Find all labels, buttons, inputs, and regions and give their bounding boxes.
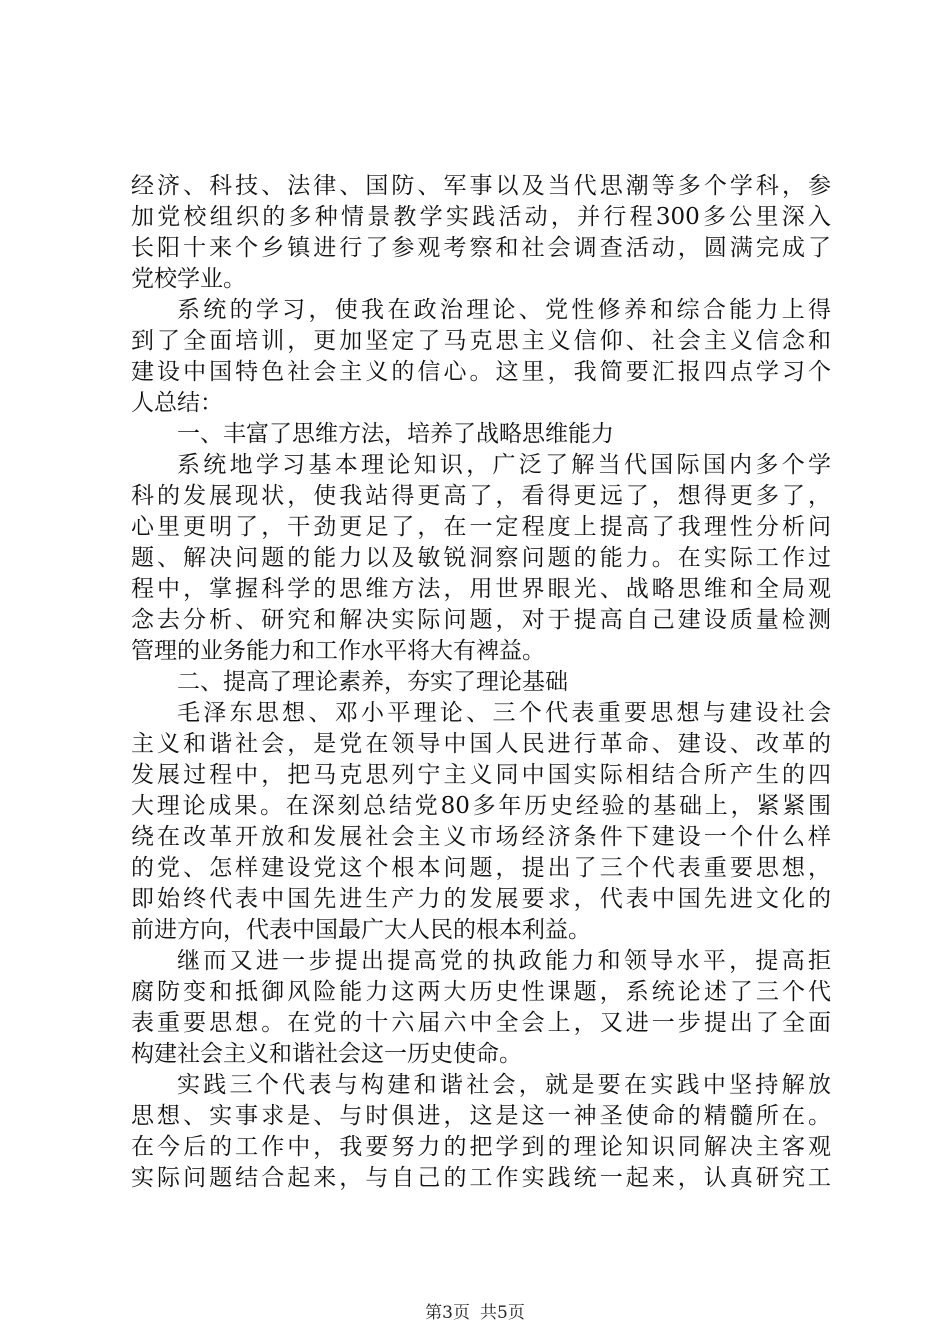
page-number-total: 共5页 (480, 1303, 525, 1323)
text-line: 继而又进一步提出提高党的执政能力和领导水平，提高拒 (177, 948, 831, 974)
text-line: 长阳十来个乡镇进行了参观考察和社会调查活动，圆满完成了 (131, 235, 831, 261)
text-line: 大理论成果。在深刻总结党80多年历史经验的基础上，紧紧围 (131, 793, 831, 819)
text-line: 毛泽东思想、邓小平理论、三个代表重要思想与建设社会 (177, 700, 831, 726)
text-line: 经济、科技、法律、国防、军事以及当代思潮等多个学科，参 (131, 173, 831, 199)
text-line: 人总结： (131, 390, 223, 416)
text-line: 念去分析、研究和解决实际问题，对于提高自己建设质量检测 (131, 607, 831, 633)
text-line: 系统的学习，使我在政治理论、党性修养和综合能力上得 (177, 297, 831, 323)
text-line: 实际问题结合起来，与自己的工作实践统一起来，认真研究工 (131, 1165, 831, 1191)
text-line: 二、提高了理论素养，夯实了理论基础 (177, 669, 568, 695)
text-line: 绕在改革开放和发展社会主义市场经济条件下建设一个什么样 (131, 824, 831, 850)
text-line: 发展过程中，把马克思列宁主义同中国实际相结合所产生的四 (131, 762, 831, 788)
text-line: 前进方向，代表中国最广大人民的根本利益。 (131, 917, 591, 943)
text-line: 一、丰富了思维方法，培养了战略思维能力 (177, 421, 614, 447)
text-line: 实践三个代表与构建和谐社会，就是要在实践中坚持解放 (177, 1072, 831, 1098)
text-line: 题、解决问题的能力以及敏锐洞察问题的能力。在实际工作过 (131, 545, 831, 571)
text-line: 构建社会主义和谐社会这一历史使命。 (131, 1041, 522, 1067)
text-line: 腐防变和抵御风险能力这两大历史性课题，系统论述了三个代 (131, 979, 831, 1005)
text-line: 加党校组织的多种情景教学实践活动，并行程300多公里深入 (131, 204, 831, 230)
text-line: 主义和谐社会，是党在领导中国人民进行革命、建设、改革的 (131, 731, 831, 757)
text-line: 到了全面培训，更加坚定了马克思主义信仰、社会主义信念和 (131, 328, 831, 354)
page-number-current: 第3页 (425, 1303, 470, 1323)
text-line: 心里更明了，干劲更足了，在一定程度上提高了我理性分析问 (131, 514, 831, 540)
text-line: 思想、实事求是、与时俱进，这是这一神圣使命的精髓所在。 (131, 1103, 831, 1129)
text-line: 的党、怎样建设党这个根本问题，提出了三个代表重要思想， (131, 855, 831, 881)
text-line: 系统地学习基本理论知识，广泛了解当代国际国内多个学 (177, 452, 831, 478)
page-footer (0, 1298, 950, 1323)
text-line: 党校学业。 (131, 266, 246, 292)
text-line: 程中，掌握科学的思维方法，用世界眼光、战略思维和全局观 (131, 576, 831, 602)
text-line: 管理的业务能力和工作水平将大有裨益。 (131, 638, 545, 664)
text-line: 建设中国特色社会主义的信心。这里，我简要汇报四点学习个 (131, 359, 831, 385)
text-line: 在今后的工作中，我要努力的把学到的理论知识同解决主客观 (131, 1134, 831, 1160)
document-body (131, 171, 831, 1194)
text-line: 即始终代表中国先进生产力的发展要求，代表中国先进文化的 (131, 886, 831, 912)
text-line: 科的发展现状，使我站得更高了，看得更远了，想得更多了， (131, 483, 831, 509)
text-line: 表重要思想。在党的十六届六中全会上，又进一步提出了全面 (131, 1010, 831, 1036)
